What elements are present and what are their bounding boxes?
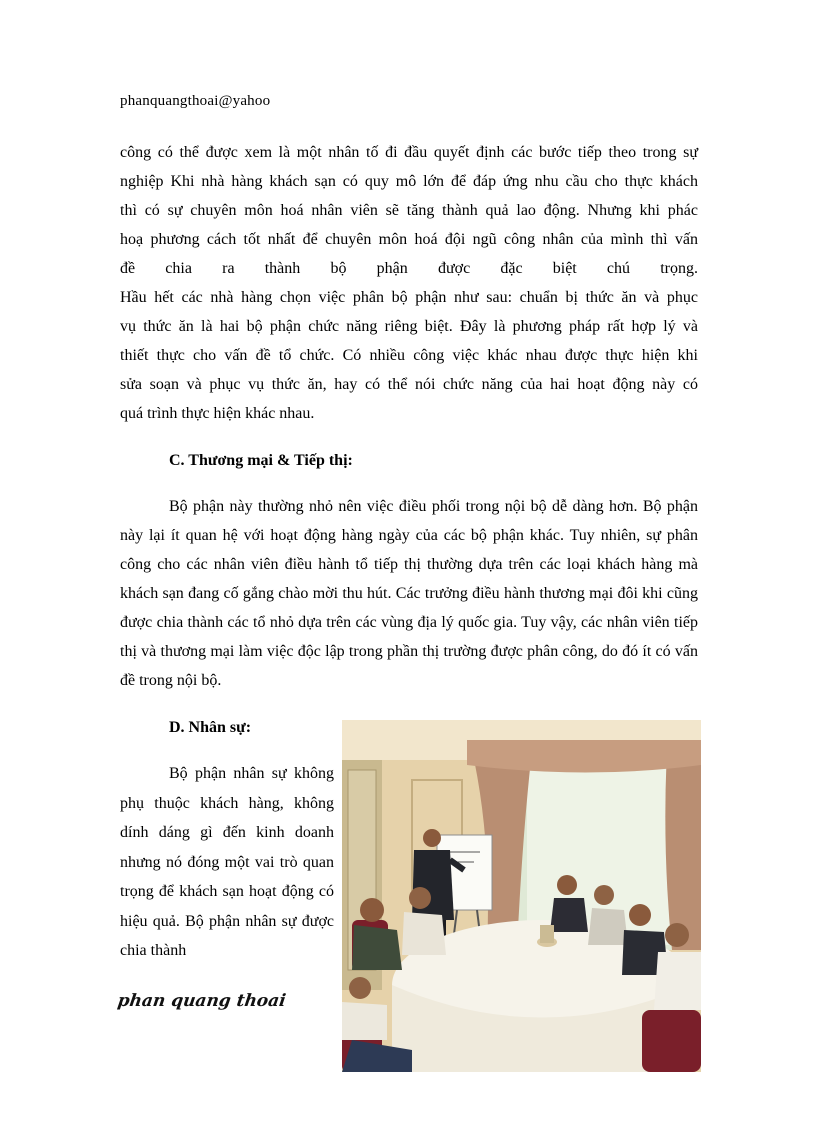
text-line: Hầu hết các nhà hàng chọn việc phân bộ phận như sau: chuẩn bị thức ăn và phục: [120, 289, 698, 306]
paragraph-hr: Bộ phận nhân sự không phụ thuộc khách hàng, không dính dáng gì đến kinh doanh nhưng nó đóng một vai trò quan trọng để khách sạn hoạt động có hiệu quả. Bộ phận nhân sự được chia thành: [120, 765, 334, 959]
section-heading-hr: D. Nhân sự:: [169, 719, 252, 736]
text-line: thiết thực cho vấn đề tổ chức. Có nhiều công việc khác nhau được thực hiện khi: [120, 347, 698, 364]
meeting-room-photo: [342, 720, 701, 1072]
text-line: thì có sự chuyên môn hoá nhân viên sẽ tăng thành quả lao động. Nhưng khi phác: [120, 202, 698, 219]
text-line: đề chia ra thành bộ phận được đặc biệt chú trọng.: [120, 260, 698, 277]
text-line: sửa soạn và phục vụ thức ăn, hay có thể nói chức năng của hai hoạt động này có: [120, 376, 698, 393]
text-line: vụ thức ăn là hai bộ phận chức năng riêng biệt. Đây là phương pháp rất hợp lý và: [120, 318, 698, 335]
text-line: công có thể được xem là một nhân tố đi đầu quyết định các bước tiếp theo trong sự: [120, 144, 698, 161]
paragraph-marketing: Bộ phận này thường nhỏ nên việc điều phối trong nội bộ dễ dàng hơn. Bộ phận này lại ít quan hệ với hoạt động hàng ngày của các bộ phận khác. Tuy nhiên, sự phân công cho các nhân viên điều hành tổ tiếp thị thường dựa trên các loại khách hàng mà khách sạn đang cố gắng chào mời thu hút. Các trưởng điều hành thương mại đôi khi cũng được chia thành các tổ nhỏ dựa trên các vùng địa lý quốc gia. Tuy vậy, các nhân viên tiếp thị và thương mại làm việc độc lập trong phần thị trường được phân công, do đó ít có vấn đề trong nội bộ.: [120, 498, 698, 689]
text-line: nghiệp Khi nhà hàng khách sạn có quy mô lớn để đáp ứng nhu cầu cho thực khách: [120, 173, 698, 190]
section-heading-marketing: C. Thương mại & Tiếp thị:: [169, 452, 353, 469]
svg-text:phan quang thoai: phan quang thoai: [116, 991, 288, 1011]
header-email: phanquangthoai@yahoo: [120, 93, 271, 109]
text-line: hoạ phương cách tốt nhất để chuyên môn hoá đội ngũ công nhân của mình thì vấn: [120, 231, 698, 248]
text-line: quá trình thực hiện khác nhau.: [120, 405, 315, 422]
paragraph-intro: [120, 138, 698, 428]
signature-image: [116, 985, 288, 1019]
